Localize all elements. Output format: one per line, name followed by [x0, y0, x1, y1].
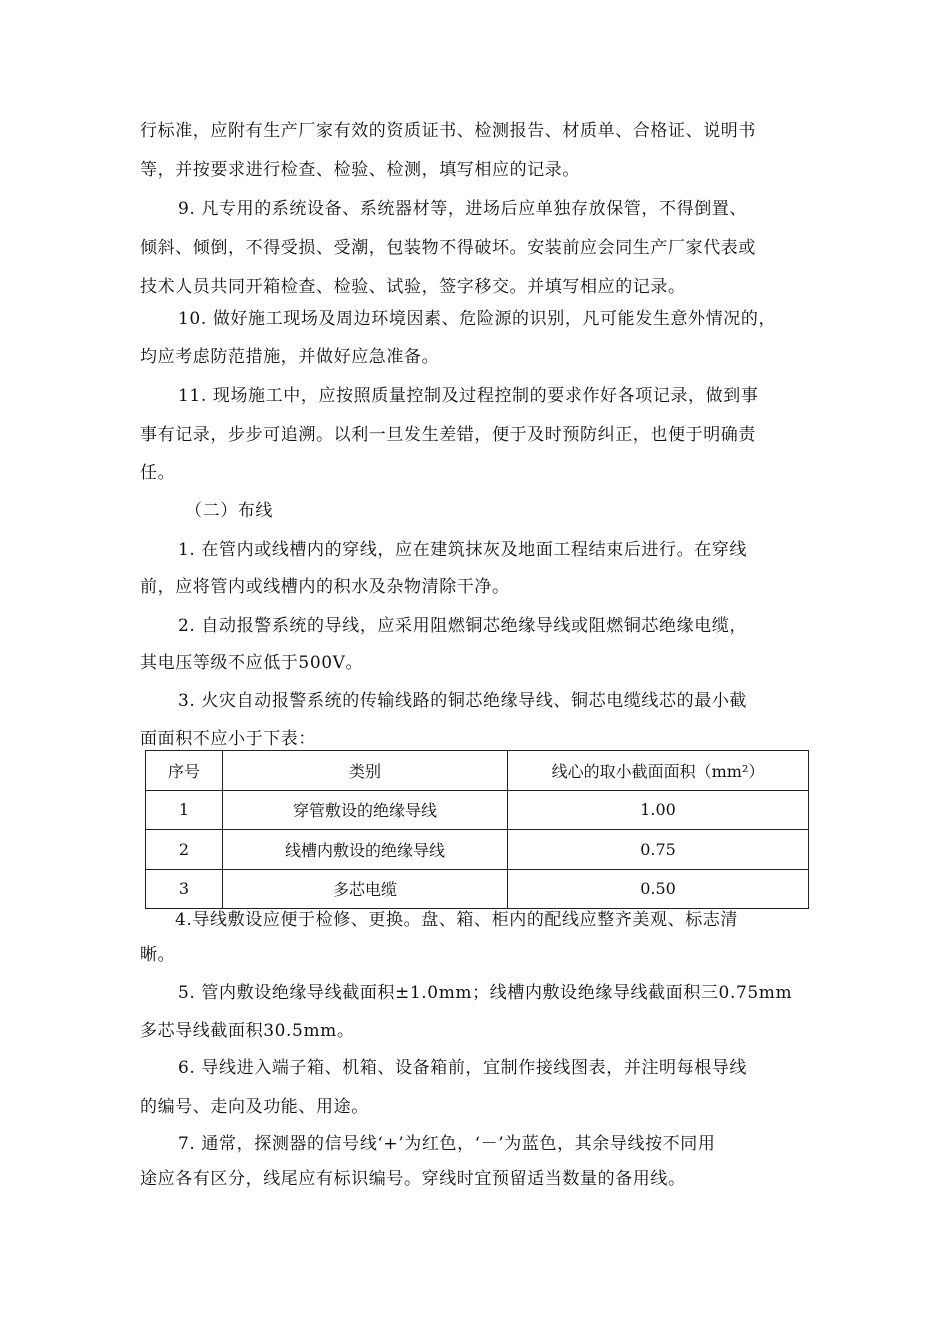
table-cell: 多芯电缆 [223, 869, 508, 909]
paragraph-line: 倾斜、倾倒，不得受损、受潮，包装物不得破坏。安装前应会同生产厂家代表或 [140, 238, 756, 258]
table-cell: 2 [146, 830, 223, 870]
table-cell: 1 [146, 790, 223, 830]
paragraph-line: 晰。 [140, 945, 176, 965]
paragraph-line: 行标准，应附有生产厂家有效的资质证书、检测报告、材质单、合格证、说明书 [140, 121, 756, 141]
paragraph-line: 任。 [140, 463, 176, 483]
paragraph-line: 4.导线敷设应便于检修、更换。盘、箱、柜内的配线应整齐美观、标志清 [175, 910, 739, 930]
paragraph-line: 6. 导线进入端子箱、机箱、设备箱前，宜制作接线图表，并注明每根导线 [178, 1058, 748, 1078]
table-header-cell: 线心的取小截面面积（mm²） [508, 751, 809, 791]
section-heading: （二）布线 [185, 501, 273, 521]
table-cell: 0.75 [508, 830, 809, 870]
table-cell: 0.50 [508, 869, 809, 909]
paragraph-line: 9. 凡专用的系统设备、系统器材等，进场后应单独存放保管，不得倒置、 [178, 199, 748, 219]
paragraph-line: 技术人员共同开箱检查、检验、试验，签字移交。并填写相应的记录。 [140, 277, 686, 297]
table-cell: 穿管敷设的绝缘导线 [223, 790, 508, 830]
table-cell: 1.00 [508, 790, 809, 830]
paragraph-line: 途应各有区分，线尾应有标识编号。穿线时宜预留适当数量的备用线。 [140, 1169, 686, 1189]
paragraph-line: 等，并按要求进行检查、检验、检测，填写相应的记录。 [140, 160, 580, 180]
paragraph-line: 10. 做好施工现场及周边环境因素、危险源的识别，凡可能发生意外情况的， [178, 309, 777, 329]
table-cell: 线槽内敷设的绝缘导线 [223, 830, 508, 870]
paragraph-line: 1. 在管内或线槽内的穿线，应在建筑抹灰及地面工程结束后进行。在穿线 [178, 540, 748, 560]
paragraph-line: 的编号、走向及功能、用途。 [140, 1097, 369, 1117]
paragraph-line: 前，应将管内或线槽内的积水及杂物清除干净。 [140, 577, 510, 597]
paragraph-line: 7. 通常，探测器的信号线‘+’为红色，‘－’为蓝色，其余导线按不同用 [178, 1134, 716, 1154]
paragraph-line: 11. 现场施工中，应按照质量控制及过程控制的要求作好各项记录，做到事 [178, 386, 759, 406]
paragraph-line: 面面积不应小于下表： [140, 729, 316, 749]
table-header-cell: 类别 [223, 751, 508, 791]
paragraph-line: 均应考虑防范措施，并做好应急准备。 [140, 347, 440, 367]
table-header-cell: 序号 [146, 751, 223, 791]
table-cell: 3 [146, 869, 223, 909]
conductor-size-table [145, 750, 809, 909]
paragraph-line: 5. 管内敷设绝缘导线截面积±1.0mm；线槽内敷设绝缘导线截面积三0.75mm [178, 983, 793, 1003]
paragraph-line: 其电压等级不应低于500V。 [140, 653, 364, 673]
paragraph-line: 3. 火灾自动报警系统的传输线路的铜芯绝缘导线、铜芯电缆线芯的最小截 [178, 691, 748, 711]
table-header-row [146, 751, 809, 791]
table-row [146, 869, 809, 909]
paragraph-line: 多芯导线截面积30.5mm。 [140, 1021, 355, 1041]
paragraph-line: 事有记录，步步可追溯。以利一旦发生差错，便于及时预防纠正，也便于明确责 [140, 425, 756, 445]
table-row [146, 790, 809, 830]
paragraph-line: 2. 自动报警系统的导线，应采用阻燃铜芯绝缘导线或阻燃铜芯绝缘电缆， [178, 616, 748, 636]
table-row [146, 830, 809, 870]
